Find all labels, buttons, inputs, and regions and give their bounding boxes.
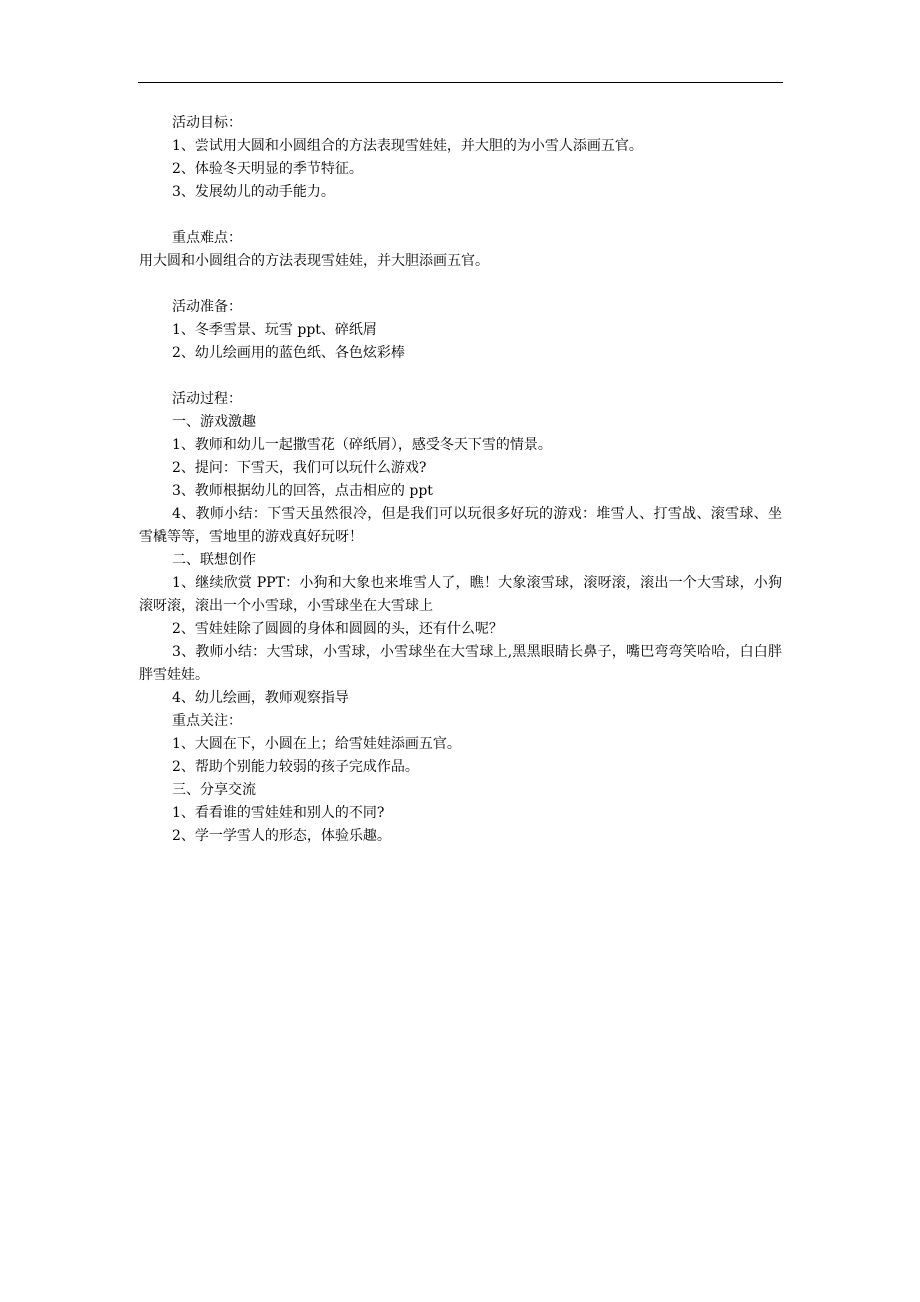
process-part2-title: 二、联想创作 (172, 552, 256, 568)
document-body (139, 112, 782, 848)
process-heading: 活动过程： (172, 391, 242, 407)
process-part1-title: 一、游戏激趣 (172, 414, 256, 430)
process-part2-item: 3、教师小结：大雪球，小雪球，小雪球坐在大雪球上,黑黑眼睛长鼻子，嘴巴弯弯笑哈哈，白白胖胖雪娃娃。 (139, 644, 782, 683)
goals-heading: 活动目标： (172, 115, 242, 131)
goal-item: 1、尝试用大圆和小圆组合的方法表现雪娃娃，并大胆的为小雪人添画五官。 (172, 138, 643, 154)
process-part2-item: 2、雪娃娃除了圆圆的身体和圆圆的头，还有什么呢？ (172, 621, 503, 637)
process-part3-item: 1、看看谁的雪娃娃和别人的不同? (172, 805, 385, 821)
header-rule (138, 82, 783, 83)
preparation-item: 2、幼儿绘画用的蓝色纸、各色炫彩棒 (172, 345, 405, 361)
process-part3-item: 2、学一学雪人的形态，体验乐趣。 (172, 828, 391, 844)
focus-item: 2、帮助个别能力较弱的孩子完成作品。 (172, 759, 419, 775)
focus-item: 1、大圆在下，小圆在上；给雪娃娃添画五官。 (172, 736, 461, 752)
process-part2-item: 1、继续欣赏 PPT：小狗和大象也来堆雪人了，瞧！大象滚雪球，滚呀滚，滚出一个大雪球，小狗滚呀滚，滚出一个小雪球，小雪球坐在大雪球上 (139, 575, 782, 614)
key-points-text: 用大圆和小圆组合的方法表现雪娃娃，并大胆添画五官。 (139, 253, 489, 269)
process-part2-item: 4、幼儿绘画，教师观察指导 (172, 690, 349, 706)
key-points-heading: 重点难点： (172, 230, 242, 246)
process-part1-item: 3、教师根据幼儿的回答，点击相应的 ppt (172, 483, 433, 499)
process-part1-item: 1、教师和幼儿一起撒雪花（碎纸屑），感受冬天下雪的情景。 (172, 437, 552, 453)
preparation-heading: 活动准备： (172, 299, 242, 315)
process-part1-item: 4、教师小结：下雪天虽然很冷，但是我们可以玩很多好玩的游戏：堆雪人、打雪战、滚雪球、坐雪橇等等，雪地里的游戏真好玩呀！ (139, 506, 782, 545)
process-part1-item: 2、提问：下雪天，我们可以玩什么游戏? (172, 460, 427, 476)
preparation-item: 1、冬季雪景、玩雪 ppt、碎纸屑 (172, 322, 377, 338)
focus-heading: 重点关注： (172, 713, 242, 729)
process-part3-title: 三、分享交流 (172, 782, 256, 798)
goal-item: 3、发展幼儿的动手能力。 (172, 184, 335, 200)
goal-item: 2、体验冬天明显的季节特征。 (172, 161, 363, 177)
